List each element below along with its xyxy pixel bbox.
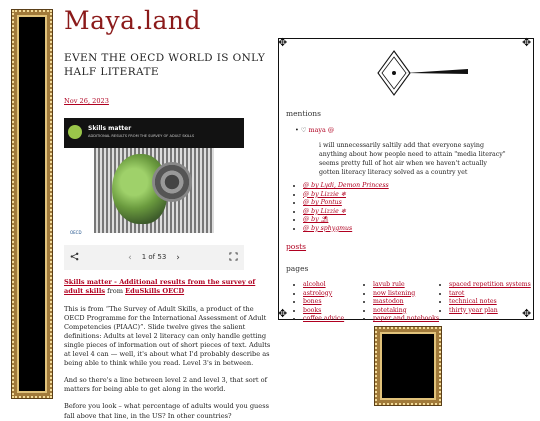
mention-link[interactable]: @ by sphygmus — [303, 224, 353, 232]
slide-page-indicator: 1 of 53 — [141, 253, 167, 262]
list-item — [303, 290, 344, 299]
mention-link[interactable]: @ by Pontus — [303, 199, 342, 207]
list-item — [303, 307, 344, 316]
list-item — [303, 191, 389, 200]
pages-list — [441, 281, 531, 315]
mention-item: • ♡ maya @ — [295, 126, 335, 134]
ornate-frame-left — [12, 10, 52, 398]
slide-heading: Skills matter — [88, 125, 132, 133]
pages-heading: pages — [286, 264, 309, 273]
oecd-logo: OECD — [70, 230, 82, 236]
list-item — [303, 281, 344, 290]
list-item — [449, 298, 531, 307]
corner-ornament-icon: ✥ — [278, 36, 288, 49]
page-link[interactable]: thirty year plan — [449, 306, 498, 314]
mention-list — [295, 182, 389, 233]
slide-caption: Skills matter - Additional results from the survey of adult skills from EduSkills OECD — [64, 278, 256, 296]
list-item — [449, 281, 531, 290]
page-link[interactable]: lavub rule — [373, 281, 405, 288]
pages-list — [365, 281, 439, 324]
mention-quote: i will unnecessarily saltily add that everyone saying anything about how people need to attain "media literacy" seems pretty full of hot air when we haven't actually gotten literacy literacy solved as a country yet — [319, 142, 506, 177]
posts-link[interactable]: posts — [286, 242, 307, 251]
page-link[interactable]: tarot — [449, 289, 465, 297]
list-item — [303, 199, 389, 208]
sidebar-panel — [278, 36, 534, 323]
list-item — [373, 298, 439, 307]
slide-image — [64, 118, 244, 245]
slideshow-embed[interactable] — [64, 118, 244, 270]
page-link[interactable]: spaced repetition systems — [449, 281, 531, 288]
ornate-frame-bottom — [375, 327, 441, 405]
fullscreen-icon[interactable] — [229, 252, 238, 265]
list-item — [373, 307, 439, 316]
page-link[interactable]: bones — [303, 298, 322, 306]
mention-link[interactable]: @ by Lizzie ❄ — [303, 190, 346, 198]
slide-controls — [64, 245, 244, 270]
list-item — [303, 216, 389, 225]
list-item — [303, 182, 389, 191]
list-item — [303, 208, 389, 217]
corner-ornament-icon: ✥ — [278, 307, 288, 320]
list-item — [303, 225, 389, 234]
paragraph: This is from “The Survey of Adult Skills, a product of the OECD Programme for the International Assessment of Adult Competencies (PIAAC)”. Slide twelve gives the salient definitions: Adults at level 2 literacy can only handle getting single pieces of information out of short pieces of text. Adults at level 4 can — well, it's about what I'd probably describe as being able to think while you read. Level 3's in between. — [64, 304, 271, 368]
corner-ornament-icon: ✥ — [522, 307, 532, 320]
list-item — [449, 307, 531, 316]
page-link[interactable]: astrology — [303, 289, 333, 297]
page-link[interactable]: technical notes — [449, 298, 497, 306]
list-item — [373, 315, 439, 324]
page-link[interactable]: mastodon — [373, 298, 404, 306]
chevron-right-icon[interactable]: › — [176, 252, 180, 263]
corner-ornament-icon: ✥ — [522, 36, 532, 49]
mention-link[interactable]: @ by Lydi, Demon Princess — [303, 182, 389, 189]
site-title[interactable]: Maya.land — [64, 6, 201, 35]
mention-link[interactable]: @ by Lizzie ❄ — [303, 207, 346, 215]
article — [64, 52, 274, 421]
page-link[interactable]: alcohol — [303, 281, 326, 288]
post-title: EVEN THE OECD WORLD IS ONLY HALF LITERATE — [64, 52, 266, 78]
page-link[interactable]: paper and notebooks — [373, 315, 439, 323]
page-link[interactable]: coffee advice — [303, 315, 345, 323]
compass-star-icon — [364, 47, 469, 99]
post-date-link[interactable]: Nov 26, 2023 — [64, 97, 109, 106]
page-link[interactable]: now listening — [373, 289, 416, 297]
list-item — [449, 290, 531, 299]
pages-list — [295, 281, 344, 324]
page-link[interactable]: books — [303, 306, 322, 314]
slideshow-link[interactable]: Skills matter - Additional results from the survey of adult skills — [64, 278, 256, 296]
mention-author-link[interactable]: maya @ — [308, 126, 335, 134]
page-link[interactable]: notetaking — [373, 306, 407, 314]
slide-subheading: ADDITIONAL RESULTS FROM THE SURVEY OF ADULT SKILLS — [88, 134, 195, 139]
source-link[interactable]: EduSkills OECD — [125, 287, 185, 296]
list-item — [303, 315, 344, 324]
list-item — [303, 298, 344, 307]
list-item — [373, 290, 439, 299]
mentions-heading: mentions — [286, 109, 321, 118]
paragraph: Before you look – what percentage of adults would you guess fall above that line, in the US? In other countries? — [64, 402, 269, 420]
share-icon[interactable] — [70, 252, 79, 265]
mention-link[interactable]: @ by ⛱ — [303, 216, 329, 224]
paragraph: And so there's a line between level 2 and level 3, that sort of matters for being able to get along in the world. — [64, 376, 268, 394]
chevron-left-icon[interactable]: ‹ — [128, 252, 132, 263]
list-item — [373, 281, 439, 290]
